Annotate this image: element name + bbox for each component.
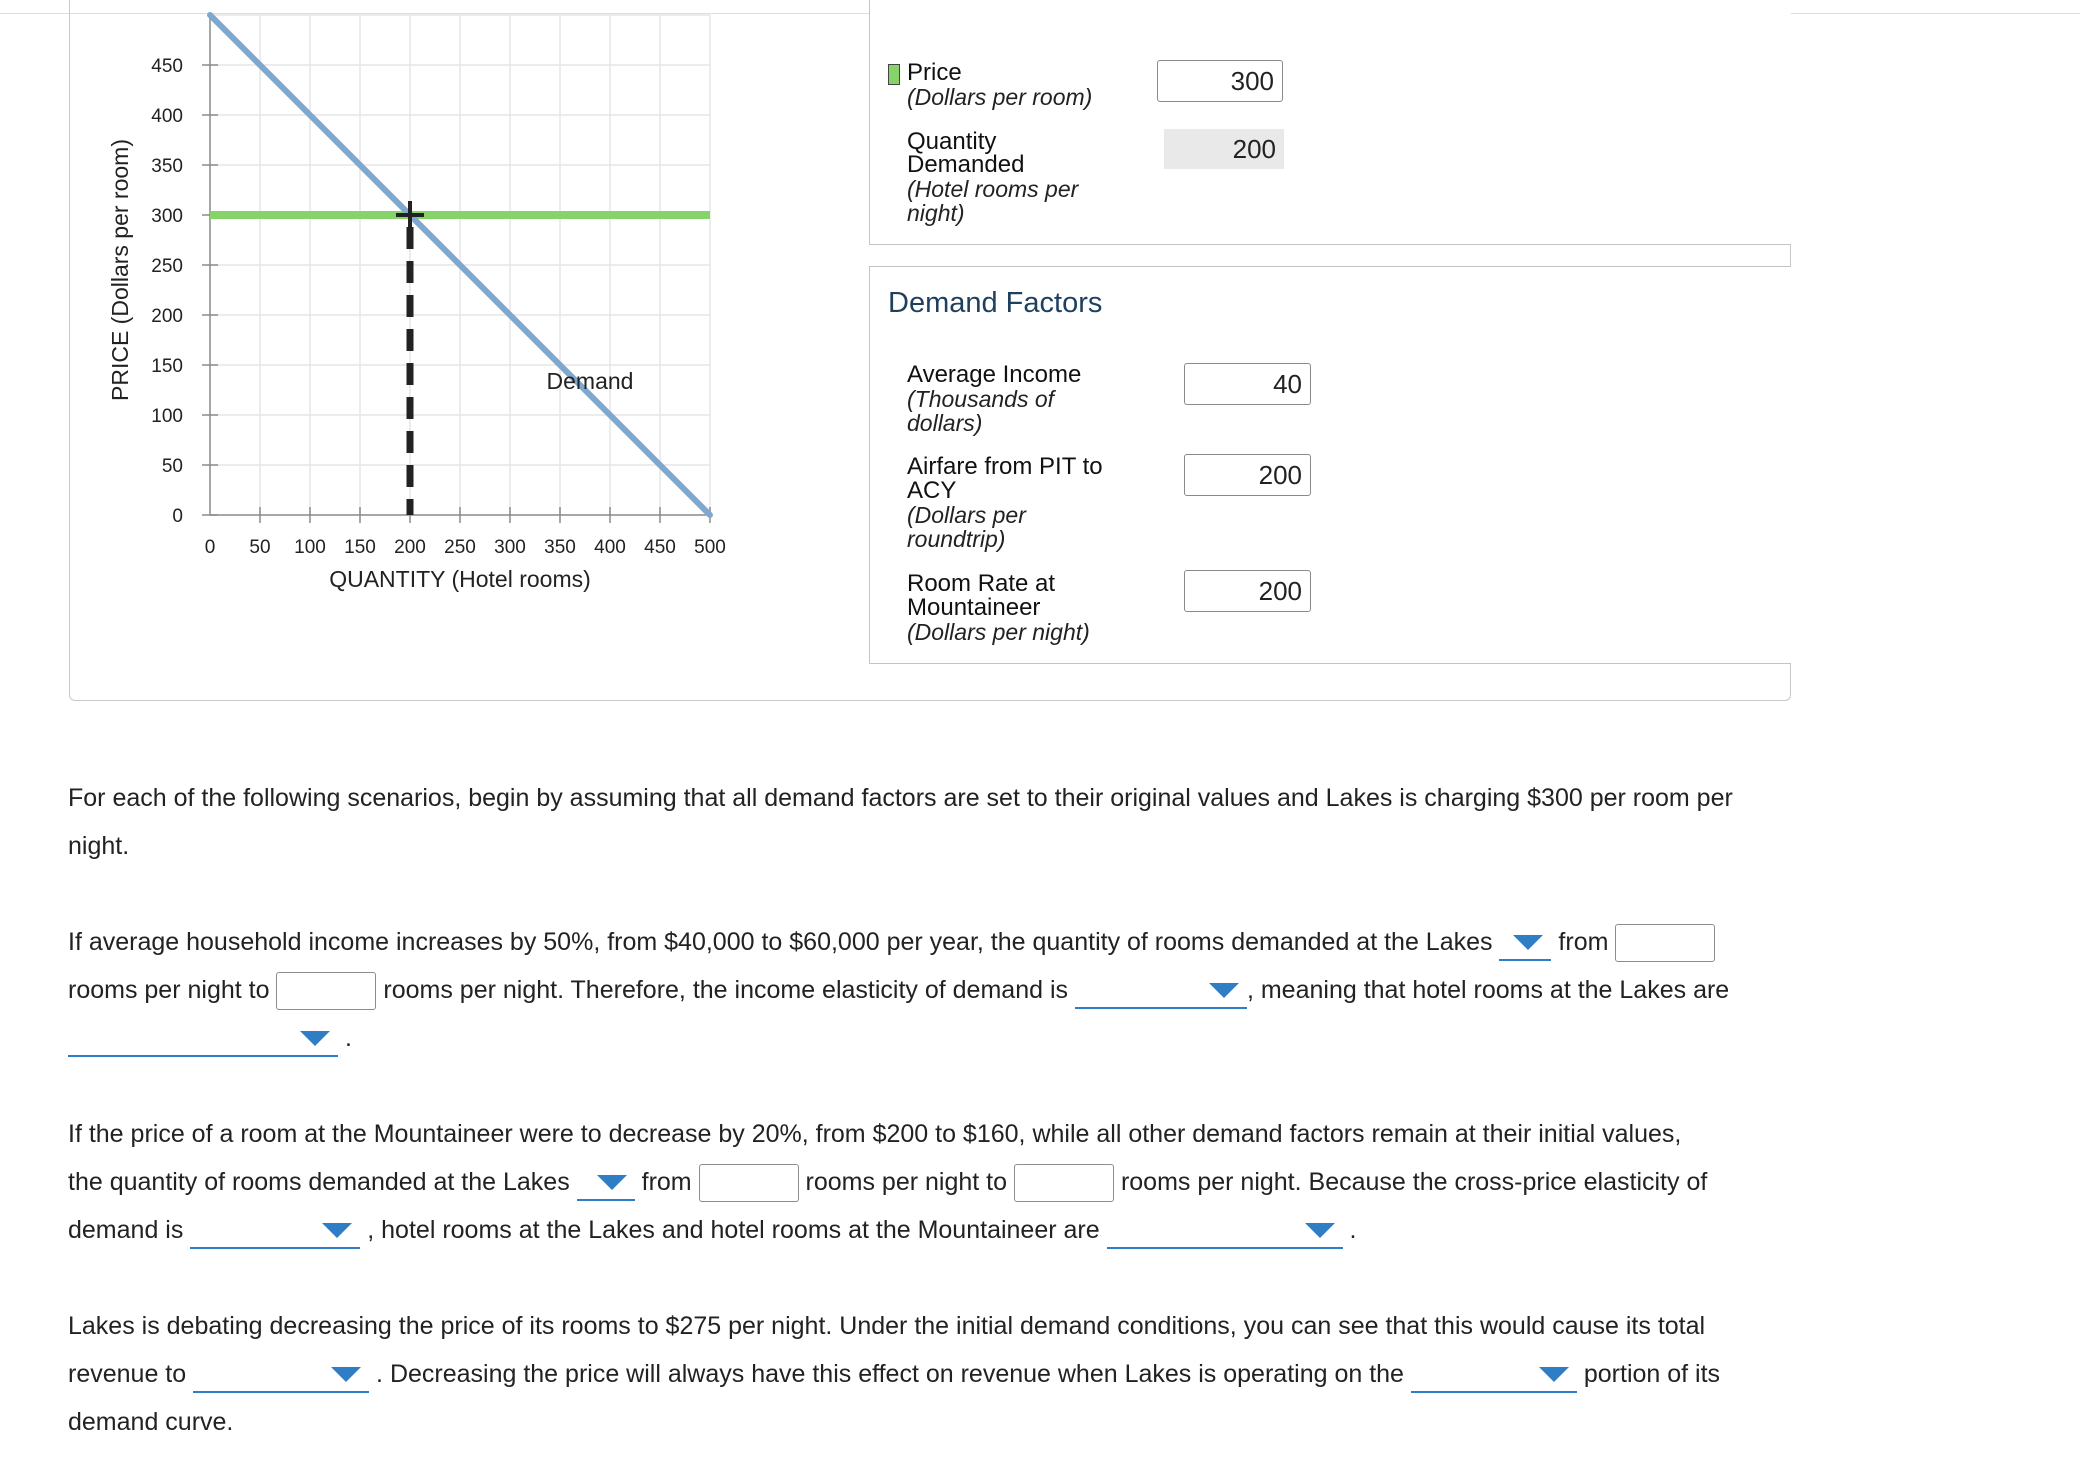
x-tick-label: 0 xyxy=(204,537,216,558)
airfare-label-2: ACY xyxy=(907,477,957,504)
y-tick-label: 400 xyxy=(151,106,183,127)
q2-text-h: . xyxy=(1349,1216,1357,1244)
x-axis-label: QUANTITY (Hotel rooms) xyxy=(329,566,591,592)
q1-from-input[interactable] xyxy=(1615,924,1715,962)
x-tick-label: 500 xyxy=(694,537,726,558)
y-tick-label: 50 xyxy=(161,456,183,477)
q2-text-a: If the price of a room at the Mountaineer were to decrease by 20%, from $200 to $160, while all other demand factors remain at their initial values, xyxy=(68,1120,1682,1148)
q3-text-d: portion of its xyxy=(1583,1360,1721,1388)
quantity-demanded-value: 200 xyxy=(1164,129,1284,169)
room-rate-input[interactable]: 200 xyxy=(1184,570,1311,612)
y-tick-label: 200 xyxy=(151,306,183,327)
y-tick-label: 450 xyxy=(151,56,183,77)
y-tick-label: 250 xyxy=(151,256,183,277)
q1-text-f: . xyxy=(344,1024,352,1052)
q2-text-g: , hotel rooms at the Lakes and hotel rooms at the Mountaineer are xyxy=(367,1216,1100,1244)
quantity-demanded-unit-1: (Hotel rooms per xyxy=(907,176,1079,202)
q3-text-e: demand curve. xyxy=(68,1408,234,1436)
q1-elasticity-dropdown[interactable] xyxy=(1075,973,1247,1009)
demand-factors-title: Demand Factors xyxy=(888,287,1103,319)
q2-from-input[interactable] xyxy=(699,1164,799,1202)
price-label: Price xyxy=(907,59,962,86)
chevron-down-icon xyxy=(597,1175,627,1190)
price-input[interactable]: 300 xyxy=(1157,60,1283,102)
question-1 xyxy=(68,918,1928,1062)
x-tick-label: 200 xyxy=(394,537,426,558)
chevron-down-icon xyxy=(1305,1223,1335,1238)
q1-to-input[interactable] xyxy=(276,972,376,1010)
quantity-demanded-label-2: Demanded xyxy=(907,151,1025,178)
q1-text-e: , meaning that hotel rooms at the Lakes are xyxy=(1246,976,1730,1004)
q2-text-c: from xyxy=(641,1168,692,1196)
x-tick-label: 150 xyxy=(344,537,376,558)
price-legend-swatch xyxy=(888,64,900,85)
question-2 xyxy=(68,1110,1928,1254)
income-unit-1: (Thousands of xyxy=(907,386,1055,412)
x-tick-label: 400 xyxy=(594,537,626,558)
income-label: Average Income xyxy=(907,361,1082,388)
airfare-label-1: Airfare from PIT to xyxy=(907,453,1103,480)
chart-axes xyxy=(202,15,710,523)
q3-text-c: . Decreasing the price will always have this effect on revenue when Lakes is operating on the xyxy=(376,1360,1404,1388)
q2-to-input[interactable] xyxy=(1014,1164,1114,1202)
q1-good-type-dropdown[interactable] xyxy=(68,1021,338,1057)
airfare-input[interactable]: 200 xyxy=(1184,454,1311,496)
q2-text-b: the quantity of rooms demanded at the Lakes xyxy=(68,1168,570,1196)
chevron-down-icon xyxy=(1539,1367,1569,1382)
q3-text-a: Lakes is debating decreasing the price of its rooms to $275 per night. Under the initial demand conditions, you can see that this would cause its total xyxy=(68,1312,1706,1340)
q1-text-a: If average household income increases by 50%, from $40,000 to $60,000 per year, the quantity of rooms demanded at the Lakes xyxy=(68,928,1493,956)
income-unit-2: dollars) xyxy=(907,410,983,436)
demand-chart[interactable] xyxy=(0,0,760,620)
quantity-demanded-label-1: Quantity xyxy=(907,128,997,155)
demand-curve-label: Demand xyxy=(546,368,634,394)
x-tick-label: 450 xyxy=(644,537,676,558)
q2-text-d: rooms per night to xyxy=(805,1168,1008,1196)
income-input[interactable]: 40 xyxy=(1184,363,1311,405)
chevron-down-icon xyxy=(1209,983,1239,998)
room-rate-label-2: Mountaineer xyxy=(907,594,1041,621)
y-tick-label: 350 xyxy=(151,156,183,177)
q1-direction-dropdown[interactable] xyxy=(1499,925,1551,961)
q1-text-d: rooms per night. Therefore, the income elasticity of demand is xyxy=(383,976,1069,1004)
q2-direction-dropdown[interactable] xyxy=(577,1165,635,1201)
x-tick-label: 100 xyxy=(294,537,326,558)
intro-line-1: For each of the following scenarios, begin by assuming that all demand factors are set to their original values and Lakes is charging $300 per room per xyxy=(68,784,1733,812)
airfare-unit-1: (Dollars per xyxy=(907,502,1026,528)
chart-tick-labels xyxy=(151,56,726,558)
x-tick-label: 300 xyxy=(494,537,526,558)
question-3 xyxy=(68,1302,1928,1446)
chevron-down-icon xyxy=(1513,935,1543,950)
quantity-demanded-unit-2: night) xyxy=(907,200,965,226)
q3-text-b: revenue to xyxy=(68,1360,187,1388)
y-axis-label: PRICE (Dollars per room) xyxy=(107,139,133,401)
q3-revenue-dropdown[interactable] xyxy=(193,1357,369,1393)
chevron-down-icon xyxy=(331,1367,361,1382)
intro-paragraph xyxy=(68,774,1928,870)
y-tick-label: 100 xyxy=(151,406,183,427)
x-tick-label: 350 xyxy=(544,537,576,558)
q2-text-e: rooms per night. Because the cross-price elasticity of xyxy=(1120,1168,1708,1196)
q3-portion-dropdown[interactable] xyxy=(1411,1357,1577,1393)
q1-text-c: rooms per night to xyxy=(68,976,270,1004)
room-rate-unit: (Dollars per night) xyxy=(907,619,1090,645)
chevron-down-icon xyxy=(300,1031,330,1046)
y-tick-label: 150 xyxy=(151,356,183,377)
q1-text-b: from xyxy=(1558,928,1609,956)
x-tick-label: 50 xyxy=(249,537,271,558)
airfare-unit-2: roundtrip) xyxy=(907,526,1006,552)
calculator-panel xyxy=(869,0,1791,245)
chevron-down-icon xyxy=(322,1223,352,1238)
price-unit: (Dollars per room) xyxy=(907,84,1093,110)
q2-relationship-dropdown[interactable] xyxy=(1107,1213,1343,1249)
room-rate-label-1: Room Rate at xyxy=(907,570,1056,597)
q2-elasticity-dropdown[interactable] xyxy=(190,1213,360,1249)
intro-line-2: night. xyxy=(68,832,130,860)
y-tick-label: 300 xyxy=(151,206,183,227)
x-tick-label: 250 xyxy=(444,537,476,558)
y-tick-label: 0 xyxy=(172,506,183,527)
q2-text-f: demand is xyxy=(68,1216,184,1244)
